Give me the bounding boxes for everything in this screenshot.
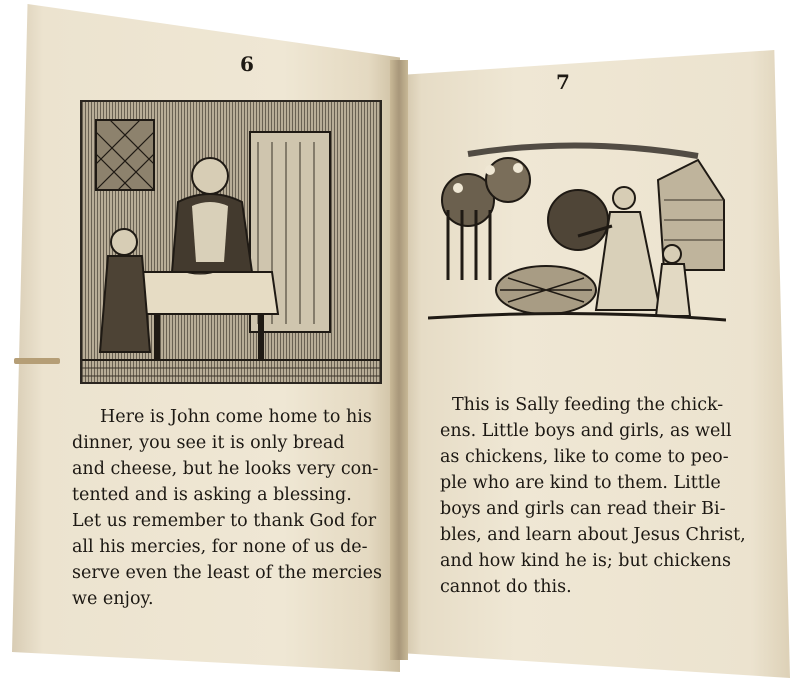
text-line: ens. Little boys and girls, as well (440, 421, 732, 441)
text-line: This is Sally feeding the chick- (452, 395, 724, 415)
text-line: all his mercies, for none of us de- (72, 537, 368, 557)
text-line: and cheese, but he looks very con- (72, 459, 379, 479)
text-line: bles, and learn about Jesus Christ, (440, 525, 746, 545)
left-illustration (80, 100, 382, 384)
text-line: Here is John come home to his (100, 407, 372, 427)
left-page-number: 6 (240, 52, 254, 76)
right-page-text (440, 392, 746, 600)
text-line: boys and girls can read their Bi- (440, 499, 726, 519)
sally-chickens-woodcut (428, 140, 726, 336)
john-dinner-woodcut (82, 102, 380, 382)
text-line: as chickens, like to come to peo- (440, 447, 729, 467)
page-tab (14, 358, 60, 364)
book-gutter (390, 60, 408, 660)
text-line: ple who are kind to them. Little (440, 473, 721, 493)
left-page-text (72, 404, 382, 612)
text-line: dinner, you see it is only bread (72, 433, 345, 453)
text-line: and how kind he is; but chickens (440, 551, 732, 571)
text-line: Let us remember to thank God for (72, 511, 377, 531)
right-page-number: 7 (556, 70, 570, 94)
text-line: we enjoy. (72, 589, 154, 609)
text-line: tented and is asking a blessing. (72, 485, 352, 505)
right-illustration (428, 140, 726, 336)
text-line: cannot do this. (440, 577, 572, 597)
text-line: serve even the least of the mercies (72, 563, 382, 583)
